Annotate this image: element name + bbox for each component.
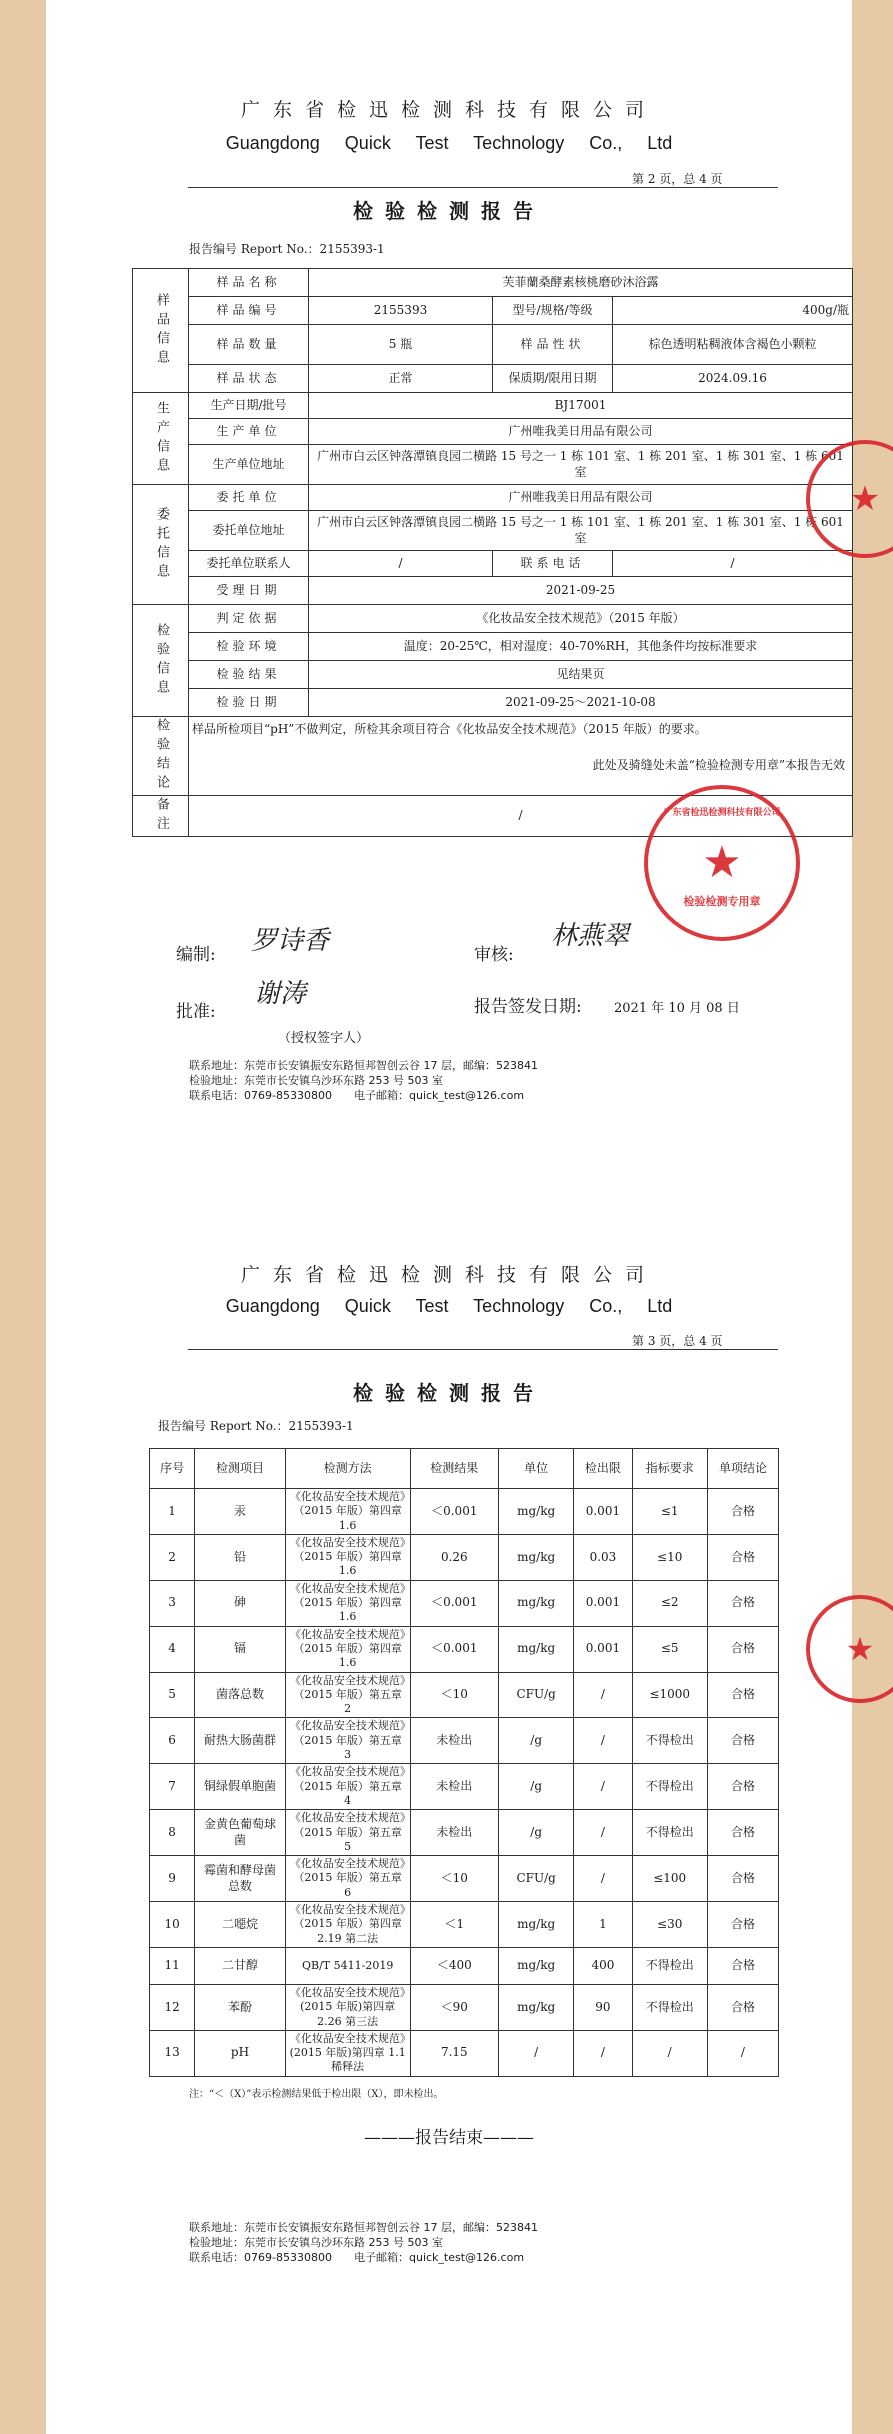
basis-label: 判定依据 [189, 605, 309, 633]
inspection-stamp [644, 785, 800, 941]
table-cell: ≤10 [632, 1534, 707, 1580]
sample-name-value: 芙菲蘭桑酵素核桃磨砂沐浴露 [309, 269, 853, 297]
sample-no-value: 2155393 [309, 297, 493, 325]
table-cell: 合格 [707, 1947, 778, 1984]
sample-qty-value: 5 瓶 [309, 325, 493, 365]
footer-lab-label: 检验地址： [189, 1074, 244, 1087]
table-cell: ＜10 [410, 1856, 498, 1902]
table-cell: /g [498, 1764, 573, 1810]
sample-expiry-label: 保质期/限用日期 [493, 365, 613, 393]
reviewer-label: 审核: [474, 945, 514, 965]
table-cell: 0.001 [574, 1580, 632, 1626]
table-cell: 7.15 [410, 2030, 498, 2076]
table-cell: 6 [150, 1718, 195, 1764]
inspection-date-value: 2021-09-25～2021-10-08 [309, 689, 853, 717]
results-header-cell: 序号 [150, 1449, 195, 1489]
table-cell: 未检出 [410, 1718, 498, 1764]
section-producer: 生产信息 [133, 393, 189, 485]
table-cell: 合格 [707, 1902, 778, 1948]
authorized-signer: （授权签字人） [278, 1031, 370, 1046]
company-name-en: Guangdong Quick Test Technology Co., Ltd [225, 133, 673, 153]
sample-prop-value: 棕色透明粘稠液体含褐色小颗粒 [613, 325, 853, 365]
table-row [150, 1764, 779, 1810]
section-remark: 备注 [133, 796, 189, 837]
table-cell: 未检出 [410, 1764, 498, 1810]
table-cell: 《化妆品安全技术规范》（2015 年版）第五章 6 [285, 1856, 410, 1902]
table-cell: / [574, 1856, 632, 1902]
table-row [150, 1984, 779, 2030]
report-sheet [46, 0, 881, 2434]
table-cell: 霉菌和酵母菌总数 [195, 1856, 285, 1902]
section-sample: 样品信息 [133, 269, 189, 393]
table-cell: mg/kg [498, 1534, 573, 1580]
table-cell: 合格 [707, 1764, 778, 1810]
table-cell: ≤100 [632, 1856, 707, 1902]
table-cell: 合格 [707, 1534, 778, 1580]
production-date-value: BJ17001 [309, 393, 853, 419]
results-note: 注：“＜（X）”表示检测结果低于检出限（X），即未检出。 [189, 2089, 444, 2100]
table-cell: /g [498, 1810, 573, 1856]
table-cell: 0.03 [574, 1534, 632, 1580]
table-cell: 二甘醇 [195, 1947, 285, 1984]
table-cell: mg/kg [498, 1580, 573, 1626]
table-cell: 不得检出 [632, 1810, 707, 1856]
table-cell: ＜1 [410, 1902, 498, 1948]
sample-no-label: 样品编号 [189, 297, 309, 325]
conclusion-note: 此处及骑缝处未盖“检验检测专用章”本报告无效 [592, 757, 846, 772]
result-label: 检验结果 [189, 661, 309, 689]
table-cell: ≤1 [632, 1489, 707, 1535]
table-cell: / [498, 2030, 573, 2076]
table-cell: ＜90 [410, 1984, 498, 2030]
table-cell: / [574, 1764, 632, 1810]
table-cell: / [574, 2030, 632, 2076]
table-cell: 400 [574, 1947, 632, 1984]
table-cell: 90 [574, 1984, 632, 2030]
stamp-star-icon: ★ [702, 837, 742, 888]
sample-qty-label: 样品数量 [189, 325, 309, 365]
table-cell: 3 [150, 1580, 195, 1626]
report-title: 检验检测报告 [353, 199, 545, 223]
report-title-p3: 检验检测报告 [353, 1381, 545, 1405]
footer-email-value: quick_test@126.com [409, 2251, 525, 2264]
results-header-cell: 单项结论 [707, 1449, 778, 1489]
reviewer-signature: 林燕翠 [551, 921, 630, 951]
table-cell: 4 [150, 1626, 195, 1672]
table-cell: 《化妆品安全技术规范》（2015 年版）第五章 5 [285, 1810, 410, 1856]
table-cell: ＜0.001 [410, 1626, 498, 1672]
table-cell: mg/kg [498, 1947, 573, 1984]
report-number-p3: 报告编号 Report No.：2155393-1 [158, 1419, 354, 1433]
footer-email-label: 电子邮箱： [354, 1089, 409, 1102]
editor-label: 编制: [176, 945, 216, 965]
table-cell: 9 [150, 1856, 195, 1902]
production-date-label: 生产日期/批号 [189, 393, 309, 419]
sample-expiry-value: 2024.09.16 [613, 365, 853, 393]
footer-addr-label: 联系地址： [189, 1059, 244, 1072]
table-cell: ＜0.001 [410, 1580, 498, 1626]
page-number-p3: 第 3 页，总 4 页 [632, 1334, 723, 1348]
seam-stamp-p3-star-icon: ★ [845, 1630, 875, 1668]
table-row [150, 2030, 779, 2076]
table-cell: 合格 [707, 1810, 778, 1856]
table-row [150, 1489, 779, 1535]
table-cell: 10 [150, 1902, 195, 1948]
table-cell: 11 [150, 1947, 195, 1984]
table-cell: 汞 [195, 1489, 285, 1535]
company-name-en-p3: Guangdong Quick Test Technology Co., Ltd [225, 1296, 673, 1316]
table-cell: ≤2 [632, 1580, 707, 1626]
client-contact-value: / [309, 551, 493, 577]
table-cell: 2 [150, 1534, 195, 1580]
table-cell: / [632, 2030, 707, 2076]
sample-spec-label: 型号/规格/等级 [493, 297, 613, 325]
approver-label: 批准: [176, 1002, 216, 1022]
sample-state-value: 正常 [309, 365, 493, 393]
table-cell: mg/kg [498, 1902, 573, 1948]
table-cell: ≤30 [632, 1902, 707, 1948]
table-cell: 《化妆品安全技术规范》（2015 年版）第四章 1.6 [285, 1534, 410, 1580]
footer [189, 1058, 538, 1103]
producer-unit-value: 广州唯我美日用品有限公司 [309, 419, 853, 445]
footer-phone-label: 联系电话： [189, 1089, 244, 1102]
table-cell: 未检出 [410, 1810, 498, 1856]
table-cell: 不得检出 [632, 1947, 707, 1984]
table-cell: 铜绿假单胞菌 [195, 1764, 285, 1810]
table-cell: 二噁烷 [195, 1902, 285, 1948]
table-cell: ＜0.001 [410, 1489, 498, 1535]
producer-addr-label: 生产单位地址 [189, 445, 309, 485]
table-row [150, 1534, 779, 1580]
seam-stamp-star-icon: ★ [849, 479, 881, 519]
table-cell: 8 [150, 1810, 195, 1856]
table-cell: 《化妆品安全技术规范》(2015 年版)第四章 2.26 第三法 [285, 1984, 410, 2030]
table-cell: 金黄色葡萄球菌 [195, 1810, 285, 1856]
table-cell: 《化妆品安全技术规范》（2015 年版）第四章 1.6 [285, 1626, 410, 1672]
results-header-cell: 检测结果 [410, 1449, 498, 1489]
table-cell: 5 [150, 1672, 195, 1718]
env-label: 检验环境 [189, 633, 309, 661]
table-cell: 合格 [707, 1856, 778, 1902]
seam-stamp-p3 [806, 1595, 893, 1703]
table-row [150, 1947, 779, 1984]
footer-addr-value: 东莞市长安镇振安东路恒邦智创云谷 17 层，邮编：523841 [244, 1059, 538, 1072]
table-cell: 1 [150, 1489, 195, 1535]
conclusion-cell [189, 717, 853, 796]
table-cell: mg/kg [498, 1626, 573, 1672]
client-unit-value: 广州唯我美日用品有限公司 [309, 485, 853, 511]
stamp-label: 检验检测专用章 [683, 895, 761, 908]
table-cell: 13 [150, 2030, 195, 2076]
table-cell: 《化妆品安全技术规范》（2015 年版）第四章 2.19 第二法 [285, 1902, 410, 1948]
results-header-cell: 指标要求 [632, 1449, 707, 1489]
footer-email-value: quick_test@126.com [409, 1089, 525, 1102]
footer-lab-value: 东莞市长安镇乌沙环东路 253 号 503 室 [244, 1074, 443, 1087]
table-row [150, 1856, 779, 1902]
table-cell: ≤5 [632, 1626, 707, 1672]
table-cell: 《化妆品安全技术规范》(2015 年版)第四章 1.1 稀释法 [285, 2030, 410, 2076]
table-cell: 苯酚 [195, 1984, 285, 2030]
table-cell: 铅 [195, 1534, 285, 1580]
sample-prop-label: 样品性状 [493, 325, 613, 365]
table-row [150, 1626, 779, 1672]
table-cell: 《化妆品安全技术规范》（2015 年版）第四章 1.6 [285, 1580, 410, 1626]
table-cell: 7 [150, 1764, 195, 1810]
table-row [150, 1718, 779, 1764]
client-unit-label: 委托单位 [189, 485, 309, 511]
table-cell: 合格 [707, 1718, 778, 1764]
table-cell: 0.26 [410, 1534, 498, 1580]
table-cell: 合格 [707, 1672, 778, 1718]
results-header-cell: 检出限 [574, 1449, 632, 1489]
footer-addr-value: 东莞市长安镇振安东路恒邦智创云谷 17 层，邮编：523841 [244, 2221, 538, 2234]
accept-date-label: 受理日期 [189, 577, 309, 605]
table-cell: 菌落总数 [195, 1672, 285, 1718]
table-cell: 《化妆品安全技术规范》（2015 年版）第四章 1.6 [285, 1489, 410, 1535]
sample-spec-value: 400g/瓶 [613, 297, 853, 325]
page-number: 第 2 页，总 4 页 [632, 172, 723, 186]
table-cell: ＜10 [410, 1672, 498, 1718]
client-addr-value: 广州市白云区钟落潭镇良园二横路 15 号之一 1 栋 101 室、1 栋 201 室、1 栋 301 室、1 栋 601 室 [309, 511, 853, 551]
footer-addr-label: 联系地址： [189, 2221, 244, 2234]
table-cell: 不得检出 [632, 1718, 707, 1764]
table-cell: 镉 [195, 1626, 285, 1672]
results-header-cell: 单位 [498, 1449, 573, 1489]
table-cell: ≤1000 [632, 1672, 707, 1718]
table-cell: 1 [574, 1902, 632, 1948]
table-cell: 《化妆品安全技术规范》（2015 年版）第五章 4 [285, 1764, 410, 1810]
table-cell: / [707, 2030, 778, 2076]
table-cell: / [574, 1718, 632, 1764]
sample-state-label: 样品状态 [189, 365, 309, 393]
table-cell: /g [498, 1718, 573, 1764]
stamp-company: 广东省检迅检测科技有限公司 [663, 808, 781, 818]
table-cell: 不得检出 [632, 1984, 707, 2030]
header-rule-p3 [188, 1349, 778, 1350]
producer-unit-label: 生产单位 [189, 419, 309, 445]
footer-phone-value: 0769-85330800 [244, 2251, 332, 2264]
table-cell: 《化妆品安全技术规范》（2015 年版）第五章 3 [285, 1718, 410, 1764]
table-cell: 砷 [195, 1580, 285, 1626]
table-cell: mg/kg [498, 1984, 573, 2030]
footer-lab-value: 东莞市长安镇乌沙环东路 253 号 503 室 [244, 2236, 443, 2249]
sample-name-label: 样品名称 [189, 269, 309, 297]
table-cell: 合格 [707, 1626, 778, 1672]
footer-phone-label: 联系电话： [189, 2251, 244, 2264]
table-row [150, 1580, 779, 1626]
env-value: 温度：20-25℃，相对湿度：40-70%RH，其他条件均按标准要求 [309, 633, 853, 661]
table-cell: 12 [150, 1984, 195, 2030]
footer-lab-label: 检验地址： [189, 2236, 244, 2249]
conclusion-text: 样品所检项目“pH”不做判定，所检其余项目符合《化妆品安全技术规范》（2015 年版）的要求。 [192, 722, 707, 736]
remark-value: / [189, 796, 853, 837]
table-row [150, 1810, 779, 1856]
client-phone-value: / [613, 551, 853, 577]
report-number: 报告编号 Report No.：2155393-1 [189, 242, 385, 256]
table-cell: CFU/g [498, 1856, 573, 1902]
table-cell: 合格 [707, 1489, 778, 1535]
table-cell: / [574, 1810, 632, 1856]
editor-signature: 罗诗香 [251, 926, 330, 956]
section-conclusion: 检验结论 [133, 717, 189, 796]
table-cell: pH [195, 2030, 285, 2076]
producer-addr-value: 广州市白云区钟落潭镇良园二横路 15 号之一 1 栋 101 室、1 栋 201 室、1 栋 301 室、1 栋 601 室 [309, 445, 853, 485]
client-addr-label: 委托单位地址 [189, 511, 309, 551]
table-cell: 不得检出 [632, 1764, 707, 1810]
table-cell: 耐热大肠菌群 [195, 1718, 285, 1764]
table-cell: 合格 [707, 1580, 778, 1626]
company-name-cn: 广东省检迅检测科技有限公司 [240, 99, 657, 121]
section-inspection: 检验信息 [133, 605, 189, 717]
table-cell: 《化妆品安全技术规范》（2015 年版）第五章 2 [285, 1672, 410, 1718]
table-cell: / [574, 1672, 632, 1718]
table-row [150, 1672, 779, 1718]
table-cell: QB/T 5411-2019 [285, 1947, 410, 1984]
report-end: ———报告结束——— [364, 2128, 534, 2148]
client-contact-label: 委托单位联系人 [189, 551, 309, 577]
table-cell: mg/kg [498, 1489, 573, 1535]
results-table [149, 1448, 779, 2077]
approver-signature: 谢涛 [254, 979, 307, 1009]
table-cell: 0.001 [574, 1626, 632, 1672]
report-info-table [132, 268, 853, 837]
table-cell: 合格 [707, 1984, 778, 2030]
footer-email-label: 电子邮箱： [354, 2251, 409, 2264]
company-name-cn-p3: 广东省检迅检测科技有限公司 [240, 1264, 657, 1286]
table-cell: 0.001 [574, 1489, 632, 1535]
footer-phone-value: 0769-85330800 [244, 1089, 332, 1102]
results-header-cell: 检测方法 [285, 1449, 410, 1489]
accept-date-value: 2021-09-25 [309, 577, 853, 605]
section-client: 委托信息 [133, 485, 189, 605]
inspection-date-label: 检验日期 [189, 689, 309, 717]
footer-p3 [189, 2220, 538, 2265]
result-value: 见结果页 [309, 661, 853, 689]
issue-date-value: 2021 年 10 月 08 日 [614, 1001, 740, 1016]
issue-date-label: 报告签发日期: [474, 997, 582, 1017]
results-header-cell: 检测项目 [195, 1449, 285, 1489]
table-row [150, 1902, 779, 1948]
table-cell: ＜400 [410, 1947, 498, 1984]
client-phone-label: 联系电话 [493, 551, 613, 577]
basis-value: 《化妆品安全技术规范》（2015 年版） [309, 605, 853, 633]
table-cell: CFU/g [498, 1672, 573, 1718]
header-rule [188, 187, 778, 188]
